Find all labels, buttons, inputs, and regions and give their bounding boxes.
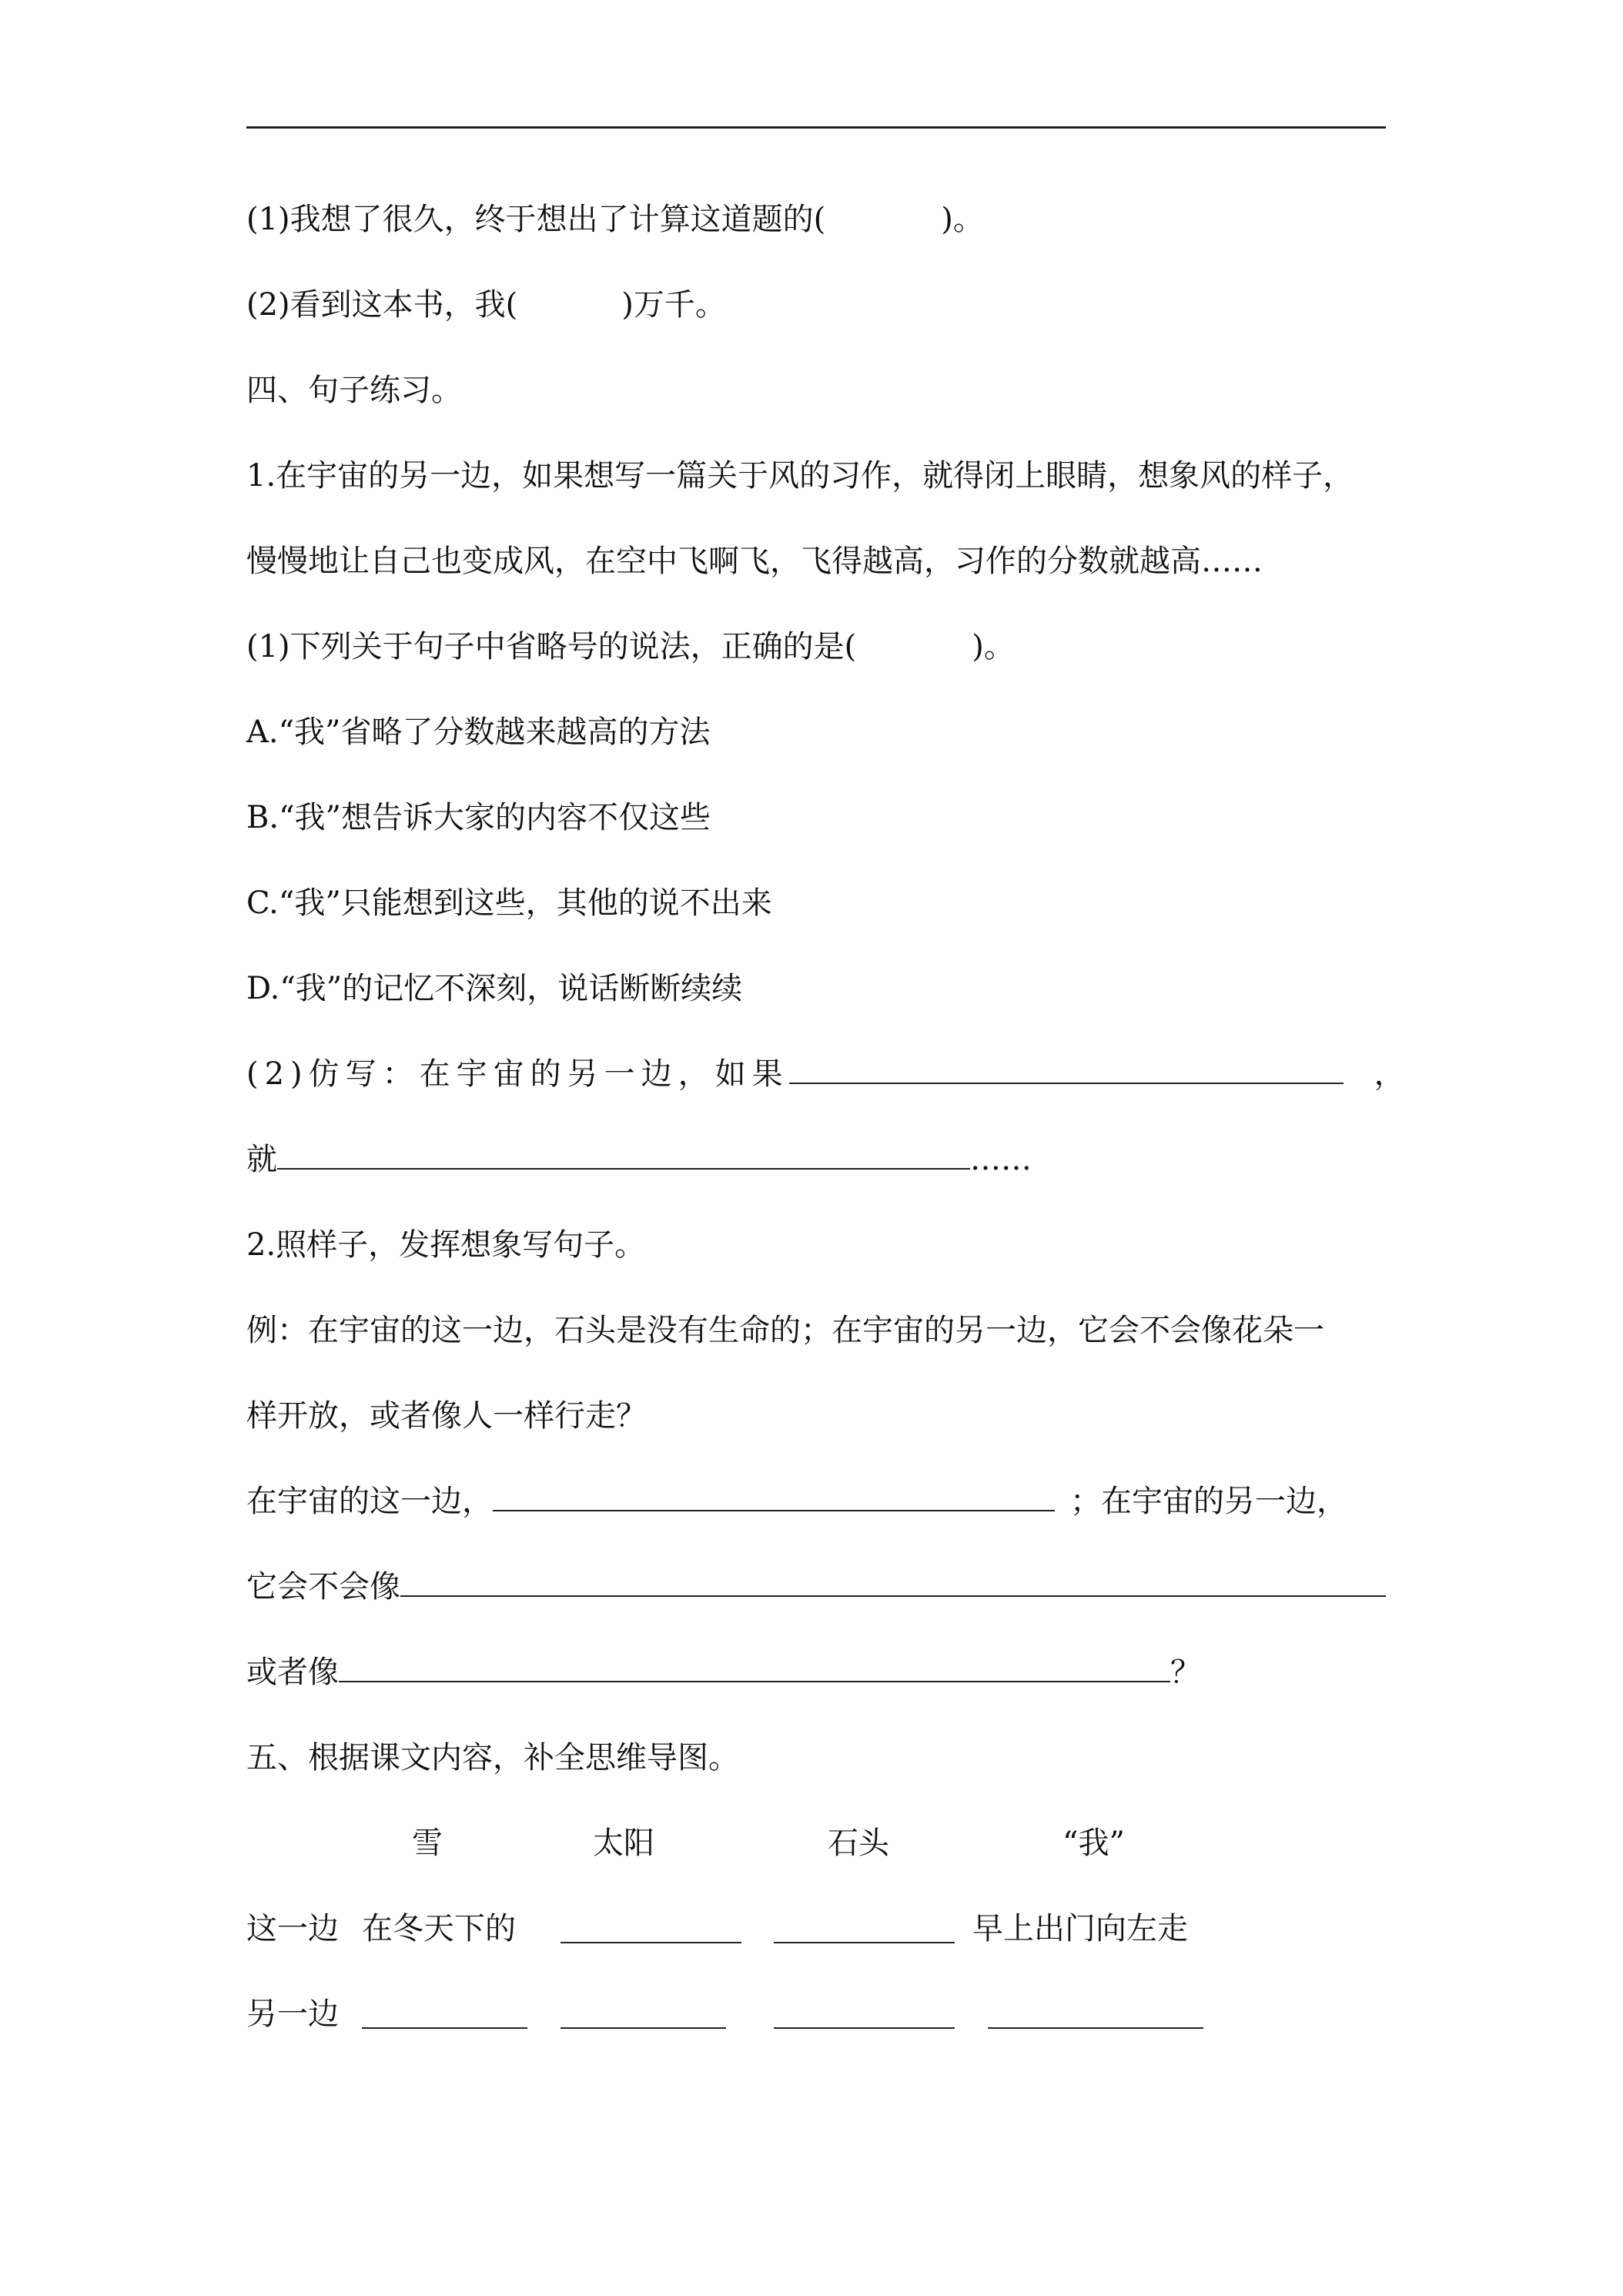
imitate-line-2 [246,1136,1032,1183]
question-2-line [246,282,726,328]
option-c: C.“我”只能想到这些，其他的说不出来 [246,885,772,921]
mindmap-row1-sun-blank[interactable] [561,1942,741,1943]
mindmap-header-sun: 太阳 [593,1826,654,1861]
mindmap-row1-me: 早上出门向左走 [972,1911,1188,1946]
mindmap-row2-label: 另一边 [246,1996,339,2032]
mindmap-row1-label: 这一边 [246,1911,339,1946]
option-d: D.“我”的记忆不深刻，说话断断续续 [246,971,743,1006]
mindmap-row1-snow: 在冬天下的 [362,1911,516,1946]
fill-1-prefix: 在宇宙的这一边， [246,1484,493,1519]
imitate-blank-1[interactable] [789,1052,1344,1084]
section-5-heading: 五、根据课文内容，补全思维导图。 [246,1740,739,1776]
fill-blank-1[interactable] [493,1479,1055,1511]
sentence-1-line-1: 1.在宇宙的另一边，如果想写一篇关于风的习作，就得闭上眼睛，想象风的样子， [246,458,1354,494]
sentence-1-question-1-end: )。 [972,629,1015,664]
fill-line-3 [246,1649,1201,1695]
fill-blank-3[interactable] [339,1650,1170,1682]
section-4-heading: 四、句子练习。 [246,373,462,408]
mindmap-row2-me-blank[interactable] [988,2027,1203,2029]
header-rule [246,126,1386,129]
fill-2-prefix: 它会不会像 [246,1569,400,1605]
question-2-end: )万千。 [621,287,726,323]
mindmap-row2-stone-blank[interactable] [774,2027,955,2029]
fill-line-2 [246,1564,1386,1610]
mindmap-row2-sun-blank[interactable] [561,2027,726,2029]
fill-3-prefix: 或者像 [246,1655,339,1690]
imitate-ellipsis: …… [970,1142,1032,1177]
imitate-line-1 [246,1051,1405,1097]
question-1-end: )。 [941,202,984,237]
sentence-1-line-2: 慢慢地让自己也变成风，在空中飞啊飞，飞得越高，习作的分数就越高…… [246,544,1263,579]
mindmap-row1-stone-blank[interactable] [774,1942,955,1943]
question-2-text: (2)看到这本书，我( [246,287,518,323]
fill-1-mid: ；在宇宙的另一边， [1070,1484,1347,1519]
question-1-line [246,196,984,243]
example-line-1: 例：在宇宙的这一边，石头是没有生命的；在宇宙的另一边，它会不会像花朵一 [246,1313,1324,1348]
sentence-1-question-1 [246,624,1015,670]
imitate-blank-2[interactable] [277,1137,970,1170]
mindmap-header-snow: 雪 [412,1826,443,1861]
question-1-text: (1)我想了很久，终于想出了计算这道题的( [246,202,826,237]
option-b: B.“我”想告诉大家的内容不仅这些 [246,800,711,835]
example-line-2: 样开放，或者像人一样行走？ [246,1398,647,1434]
imitate-comma: ， [1374,1056,1405,1092]
imitate-jiu: 就 [246,1142,277,1177]
fill-3-end: ？ [1170,1655,1201,1690]
sentence-2-heading: 2.照样子，发挥想象写句子。 [246,1227,646,1263]
fill-blank-2[interactable] [400,1565,1386,1597]
imitate-prefix: (2)仿写：在宇宙的另一边，如果 [246,1056,789,1092]
option-a: A.“我”省略了分数越来越高的方法 [246,715,711,750]
mindmap-row2-snow-blank[interactable] [362,2027,527,2029]
fill-line-1 [246,1478,1347,1525]
sentence-1-question-1-text: (1)下列关于句子中省略号的说法，正确的是( [246,629,857,664]
mindmap-header-me: “我” [1062,1826,1125,1861]
mindmap-header-stone: 石头 [828,1826,889,1861]
